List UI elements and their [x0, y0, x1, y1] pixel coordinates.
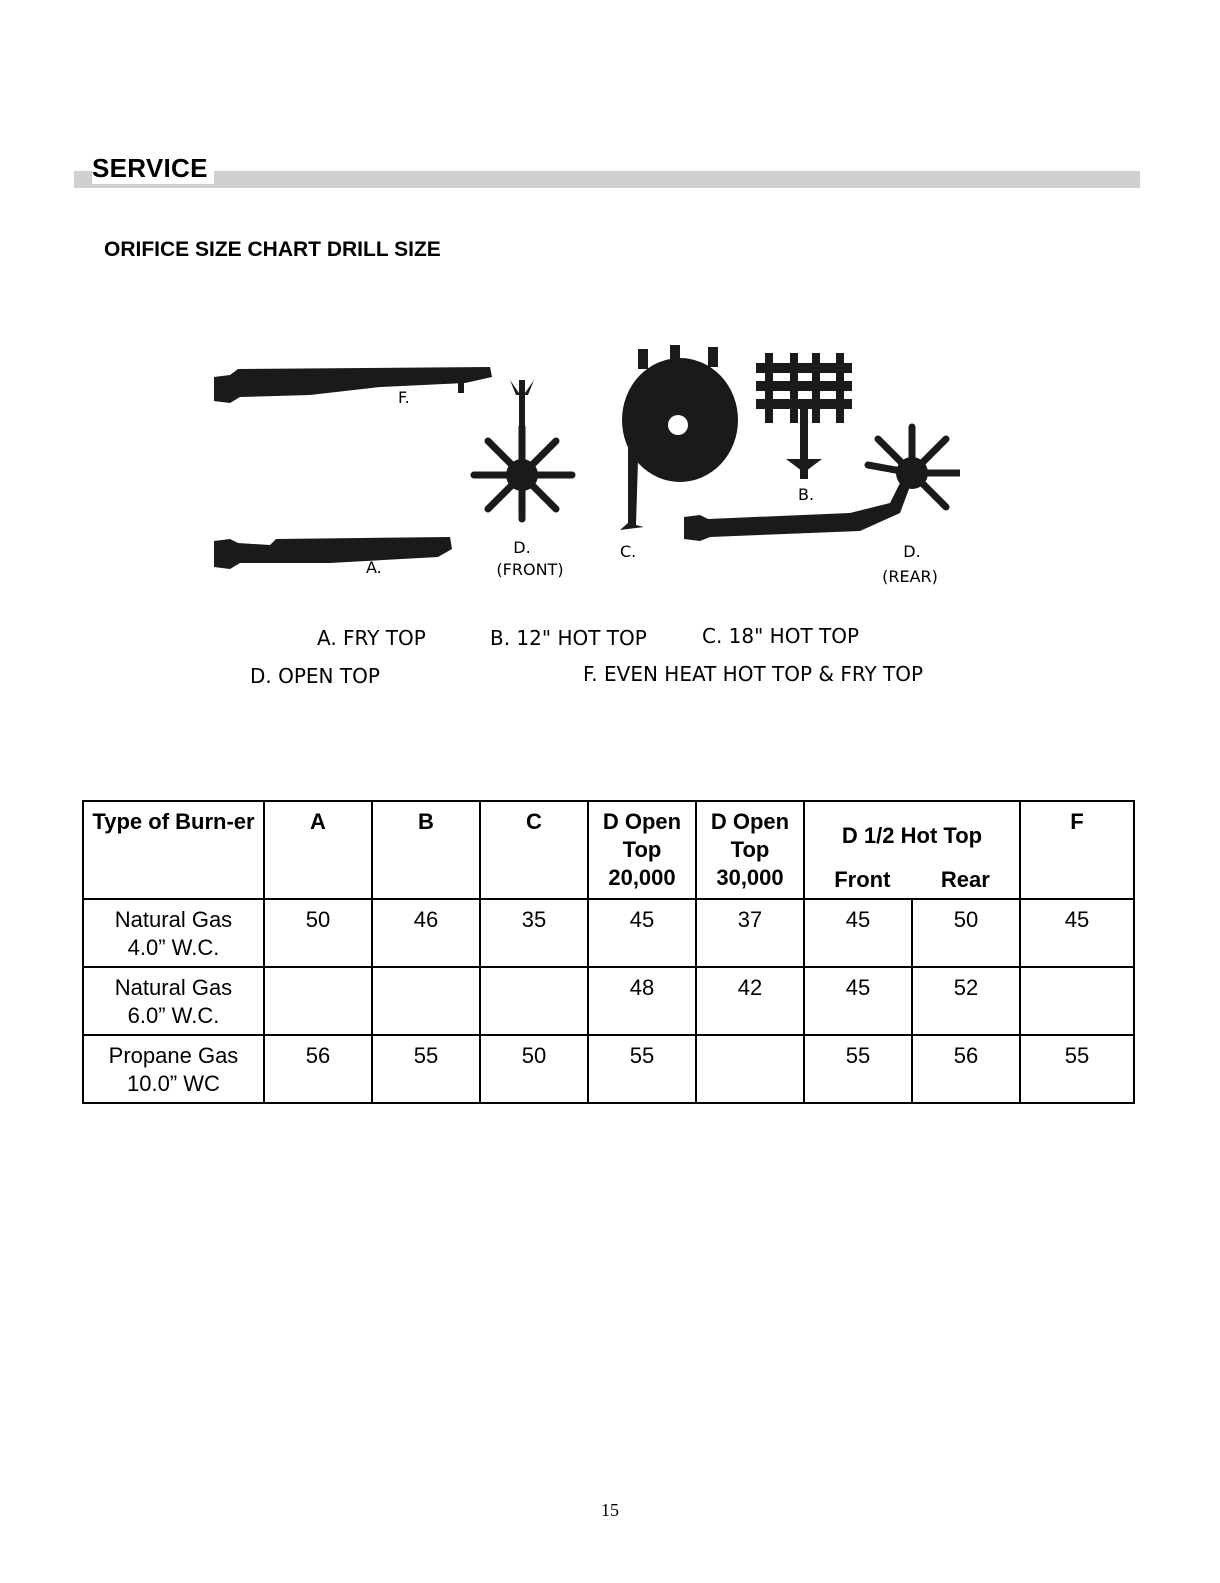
label-d-front-sub: (FRONT) [496, 560, 564, 579]
cell-front: 45 [804, 899, 912, 967]
table-row [83, 967, 1134, 1035]
burner-f-shape [214, 367, 492, 403]
burner-diagram [200, 335, 960, 700]
label-a: A. [366, 558, 382, 577]
cell-rear: 56 [912, 1035, 1020, 1103]
cell-b: 46 [372, 899, 480, 967]
header-d-open-top-20000: D Open Top 20,000 [588, 801, 696, 899]
label-d-rear-sub: (REAR) [882, 567, 938, 586]
burner-c-shape [620, 345, 738, 530]
chart-title: ORIFICE SIZE CHART DRILL SIZE [104, 238, 441, 261]
header-d-half-hot-top: D 1/2 Hot Top Front Rear [804, 801, 1020, 899]
label-d-front: D. [513, 538, 531, 557]
table-row [83, 1035, 1134, 1103]
cell-type: Natural Gas 4.0” W.C. [83, 899, 264, 967]
cell-type: Natural Gas 6.0” W.C. [83, 967, 264, 1035]
cell-d20: 45 [588, 899, 696, 967]
table-header-row [83, 801, 1134, 899]
caption-d: D. OPEN TOP [250, 664, 380, 688]
header-rear: Rear [940, 867, 990, 892]
burner-a-shape [214, 537, 452, 569]
cell-front: 55 [804, 1035, 912, 1103]
label-b: B. [798, 485, 815, 504]
cell-d30 [696, 1035, 804, 1103]
cell-d20: 55 [588, 1035, 696, 1103]
cell-c: 50 [480, 1035, 588, 1103]
cell-a [264, 967, 372, 1035]
caption-c: C. 18" HOT TOP [702, 624, 860, 648]
section-title: SERVICE [92, 152, 214, 184]
cell-d20: 48 [588, 967, 696, 1035]
page-number: 15 [601, 1500, 619, 1520]
cell-f [1020, 967, 1134, 1035]
cell-b: 55 [372, 1035, 480, 1103]
header-type: Type of Burn-er [83, 801, 264, 899]
caption-f: F. EVEN HEAT HOT TOP & FRY TOP [583, 662, 924, 686]
label-d-rear: D. [903, 542, 921, 561]
header-d-open-top-30000: D Open Top 30,000 [696, 801, 804, 899]
burner-illustration [200, 335, 960, 700]
cell-front: 45 [804, 967, 912, 1035]
cell-a: 56 [264, 1035, 372, 1103]
cell-rear: 52 [912, 967, 1020, 1035]
label-c: C. [620, 542, 637, 561]
cell-f: 55 [1020, 1035, 1134, 1103]
burner-d-front-shape [474, 380, 572, 519]
cell-d30: 37 [696, 899, 804, 967]
cell-a: 50 [264, 899, 372, 967]
header-b: B [372, 801, 480, 899]
cell-d30: 42 [696, 967, 804, 1035]
label-f: F. [398, 388, 410, 407]
cell-f: 45 [1020, 899, 1134, 967]
section-header-bar [74, 171, 1140, 188]
header-c: C [480, 801, 588, 899]
burner-b-shape [756, 353, 852, 479]
cell-b [372, 967, 480, 1035]
cell-type: Propane Gas 10.0” WC [83, 1035, 264, 1103]
cell-rear: 50 [912, 899, 1020, 967]
header-front: Front [834, 867, 891, 892]
cell-c: 35 [480, 899, 588, 967]
header-f: F [1020, 801, 1134, 899]
cell-c [480, 967, 588, 1035]
orifice-size-table [82, 800, 1135, 1104]
header-a: A [264, 801, 372, 899]
table-row [83, 899, 1134, 967]
caption-b: B. 12" HOT TOP [490, 626, 647, 650]
caption-a: A. FRY TOP [317, 626, 426, 650]
